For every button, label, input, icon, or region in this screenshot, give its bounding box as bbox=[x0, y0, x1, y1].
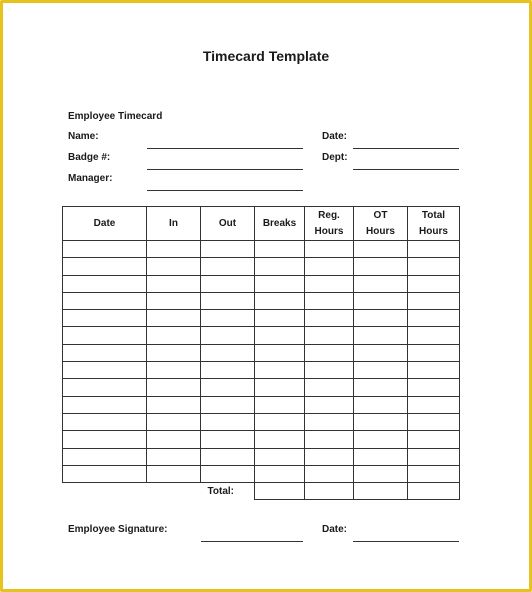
table-cell-total-hours[interactable] bbox=[408, 448, 460, 465]
table-cell-reg-hours[interactable] bbox=[305, 344, 354, 361]
table-cell-date[interactable] bbox=[63, 327, 147, 344]
table-cell-total-hours[interactable] bbox=[408, 344, 460, 361]
table-cell-total-hours[interactable] bbox=[408, 379, 460, 396]
column-header-text: Hours bbox=[314, 225, 344, 237]
table-cell-total-hours[interactable] bbox=[408, 431, 460, 448]
manager-label: Manager: bbox=[68, 173, 113, 184]
table-cell-reg-hours[interactable] bbox=[305, 362, 354, 379]
page-title: Timecard Template bbox=[202, 48, 330, 64]
table-cell-out[interactable] bbox=[201, 379, 255, 396]
table-row bbox=[63, 396, 460, 413]
table-row bbox=[63, 379, 460, 396]
table-cell-out[interactable] bbox=[201, 292, 255, 309]
table-cell-breaks[interactable] bbox=[255, 465, 305, 482]
table-cell-out[interactable] bbox=[201, 241, 255, 258]
column-header-breaks bbox=[255, 207, 305, 241]
table-cell-ot-hours[interactable] bbox=[354, 310, 408, 327]
table-cell-reg-hours[interactable] bbox=[305, 258, 354, 275]
column-header-text: Breaks bbox=[262, 217, 297, 229]
table-cell-in[interactable] bbox=[147, 362, 201, 379]
table-cell-total-hours[interactable] bbox=[408, 275, 460, 292]
column-header-text: Hours bbox=[366, 225, 395, 237]
table-cell-reg-hours[interactable] bbox=[305, 465, 354, 482]
table-row bbox=[63, 362, 460, 379]
table-cell-in[interactable] bbox=[147, 344, 201, 361]
table-cell-ot-hours[interactable] bbox=[354, 362, 408, 379]
table-cell-breaks[interactable] bbox=[255, 310, 305, 327]
table-row bbox=[63, 275, 460, 292]
section-heading: Employee Timecard bbox=[68, 111, 163, 122]
column-header-ot-hours bbox=[354, 207, 408, 241]
table-cell-total-hours[interactable] bbox=[408, 465, 460, 482]
table-row bbox=[63, 292, 460, 309]
total-cell-ot-hours[interactable] bbox=[354, 483, 408, 500]
column-header-text: Hours bbox=[419, 225, 448, 237]
table-cell-in[interactable] bbox=[147, 396, 201, 413]
table-cell-date[interactable] bbox=[63, 413, 147, 430]
table-row bbox=[63, 465, 460, 482]
table-cell-ot-hours[interactable] bbox=[354, 431, 408, 448]
table-row bbox=[63, 258, 460, 275]
table-cell-reg-hours[interactable] bbox=[305, 327, 354, 344]
column-header-in bbox=[147, 207, 201, 241]
table-cell-date[interactable] bbox=[63, 379, 147, 396]
table-cell-total-hours[interactable] bbox=[408, 292, 460, 309]
table-cell-ot-hours[interactable] bbox=[354, 344, 408, 361]
table-header-row bbox=[63, 207, 460, 241]
signature-field[interactable] bbox=[201, 541, 303, 542]
table-cell-in[interactable] bbox=[147, 448, 201, 465]
table-cell-breaks[interactable] bbox=[255, 413, 305, 430]
table-cell-breaks[interactable] bbox=[255, 327, 305, 344]
table-row bbox=[63, 241, 460, 258]
table-row bbox=[63, 327, 460, 344]
badge-field[interactable] bbox=[147, 169, 303, 170]
table-cell-date[interactable] bbox=[63, 310, 147, 327]
table-cell-ot-hours[interactable] bbox=[354, 413, 408, 430]
table-cell-breaks[interactable] bbox=[255, 448, 305, 465]
table-cell-ot-hours[interactable] bbox=[354, 396, 408, 413]
table-cell-ot-hours[interactable] bbox=[354, 292, 408, 309]
table-cell-date[interactable] bbox=[63, 465, 147, 482]
table-cell-out[interactable] bbox=[201, 413, 255, 430]
table-cell-reg-hours[interactable] bbox=[305, 413, 354, 430]
name-field[interactable] bbox=[147, 148, 303, 149]
table-cell-in[interactable] bbox=[147, 310, 201, 327]
table-cell-out[interactable] bbox=[201, 275, 255, 292]
table-cell-date[interactable] bbox=[63, 344, 147, 361]
table-cell-in[interactable] bbox=[147, 379, 201, 396]
column-header-text: Total bbox=[421, 209, 446, 221]
table-cell-in[interactable] bbox=[147, 413, 201, 430]
table-cell-total-hours[interactable] bbox=[408, 362, 460, 379]
table-cell-total-hours[interactable] bbox=[408, 258, 460, 275]
date-field[interactable] bbox=[353, 148, 459, 149]
badge-label: Badge #: bbox=[68, 152, 111, 163]
total-cell-reg-hours[interactable] bbox=[305, 483, 354, 500]
table-row bbox=[63, 310, 460, 327]
table-cell-reg-hours[interactable] bbox=[305, 292, 354, 309]
table-cell-out[interactable] bbox=[201, 448, 255, 465]
column-header-text: Out bbox=[218, 217, 237, 229]
table-cell-reg-hours[interactable] bbox=[305, 241, 354, 258]
table-cell-in[interactable] bbox=[147, 327, 201, 344]
table-cell-reg-hours[interactable] bbox=[305, 310, 354, 327]
table-cell-breaks[interactable] bbox=[255, 275, 305, 292]
signature-label: Employee Signature: bbox=[68, 524, 168, 535]
table-cell-in[interactable] bbox=[147, 275, 201, 292]
table-cell-reg-hours[interactable] bbox=[305, 379, 354, 396]
table-cell-total-hours[interactable] bbox=[408, 413, 460, 430]
table-row bbox=[63, 344, 460, 361]
table-cell-total-hours[interactable] bbox=[408, 396, 460, 413]
dept-label: Dept: bbox=[322, 152, 348, 163]
table-cell-date[interactable] bbox=[63, 448, 147, 465]
table-cell-out[interactable] bbox=[201, 396, 255, 413]
table-cell-in[interactable] bbox=[147, 258, 201, 275]
table-cell-breaks[interactable] bbox=[255, 292, 305, 309]
table-cell-reg-hours[interactable] bbox=[305, 431, 354, 448]
table-cell-total-hours[interactable] bbox=[408, 241, 460, 258]
column-header-text: Reg. bbox=[318, 209, 340, 221]
column-header-total-hours bbox=[408, 207, 460, 241]
table-cell-reg-hours[interactable] bbox=[305, 396, 354, 413]
total-cell-total-hours[interactable] bbox=[408, 483, 460, 500]
table-row bbox=[63, 413, 460, 430]
table-row bbox=[63, 448, 460, 465]
footer-date-label: Date: bbox=[322, 524, 348, 535]
column-header-date bbox=[63, 207, 147, 241]
column-header-text: Date bbox=[93, 217, 116, 229]
date-label: Date: bbox=[322, 131, 348, 142]
table-total-row bbox=[63, 483, 460, 500]
table-cell-date[interactable] bbox=[63, 258, 147, 275]
table-cell-breaks[interactable] bbox=[255, 258, 305, 275]
table-cell-ot-hours[interactable] bbox=[354, 275, 408, 292]
table-cell-out[interactable] bbox=[201, 465, 255, 482]
table-cell-date[interactable] bbox=[63, 362, 147, 379]
total-cell-breaks[interactable] bbox=[255, 483, 305, 500]
table-cell-date[interactable] bbox=[63, 396, 147, 413]
table-cell-total-hours[interactable] bbox=[408, 327, 460, 344]
table-cell-breaks[interactable] bbox=[255, 241, 305, 258]
table-cell-out[interactable] bbox=[201, 362, 255, 379]
name-label: Name: bbox=[68, 131, 99, 142]
table-cell-out[interactable] bbox=[201, 431, 255, 448]
table-cell-in[interactable] bbox=[147, 465, 201, 482]
table-cell-date[interactable] bbox=[63, 241, 147, 258]
table-cell-out[interactable] bbox=[201, 258, 255, 275]
table-cell-date[interactable] bbox=[63, 275, 147, 292]
table-cell-ot-hours[interactable] bbox=[354, 379, 408, 396]
manager-field[interactable] bbox=[147, 190, 303, 191]
table-cell-in[interactable] bbox=[147, 241, 201, 258]
total-label: Total: bbox=[207, 485, 234, 497]
table-cell-breaks[interactable] bbox=[255, 431, 305, 448]
table-cell-reg-hours[interactable] bbox=[305, 275, 354, 292]
table-cell-out[interactable] bbox=[201, 344, 255, 361]
column-header-text: OT bbox=[373, 209, 388, 221]
table-cell-ot-hours[interactable] bbox=[354, 465, 408, 482]
table-cell-breaks[interactable] bbox=[255, 344, 305, 361]
column-header-text: In bbox=[169, 217, 178, 229]
table-cell-total-hours[interactable] bbox=[408, 310, 460, 327]
table-cell-breaks[interactable] bbox=[255, 362, 305, 379]
table-cell-out[interactable] bbox=[201, 310, 255, 327]
table-cell-ot-hours[interactable] bbox=[354, 448, 408, 465]
dept-field[interactable] bbox=[353, 169, 459, 170]
table-cell-ot-hours[interactable] bbox=[354, 327, 408, 344]
footer-date-field[interactable] bbox=[353, 541, 459, 542]
table-cell-reg-hours[interactable] bbox=[305, 448, 354, 465]
table-cell-breaks[interactable] bbox=[255, 396, 305, 413]
column-header-out bbox=[201, 207, 255, 241]
table-cell-date[interactable] bbox=[63, 431, 147, 448]
table-row bbox=[63, 431, 460, 448]
table-cell-in[interactable] bbox=[147, 431, 201, 448]
table-cell-date[interactable] bbox=[63, 292, 147, 309]
timecard-table bbox=[62, 206, 460, 500]
table-cell-breaks[interactable] bbox=[255, 379, 305, 396]
column-header-reg-hours bbox=[305, 207, 354, 241]
table-cell-ot-hours[interactable] bbox=[354, 258, 408, 275]
table-cell-ot-hours[interactable] bbox=[354, 241, 408, 258]
table-cell-in[interactable] bbox=[147, 292, 201, 309]
table-cell-out[interactable] bbox=[201, 327, 255, 344]
